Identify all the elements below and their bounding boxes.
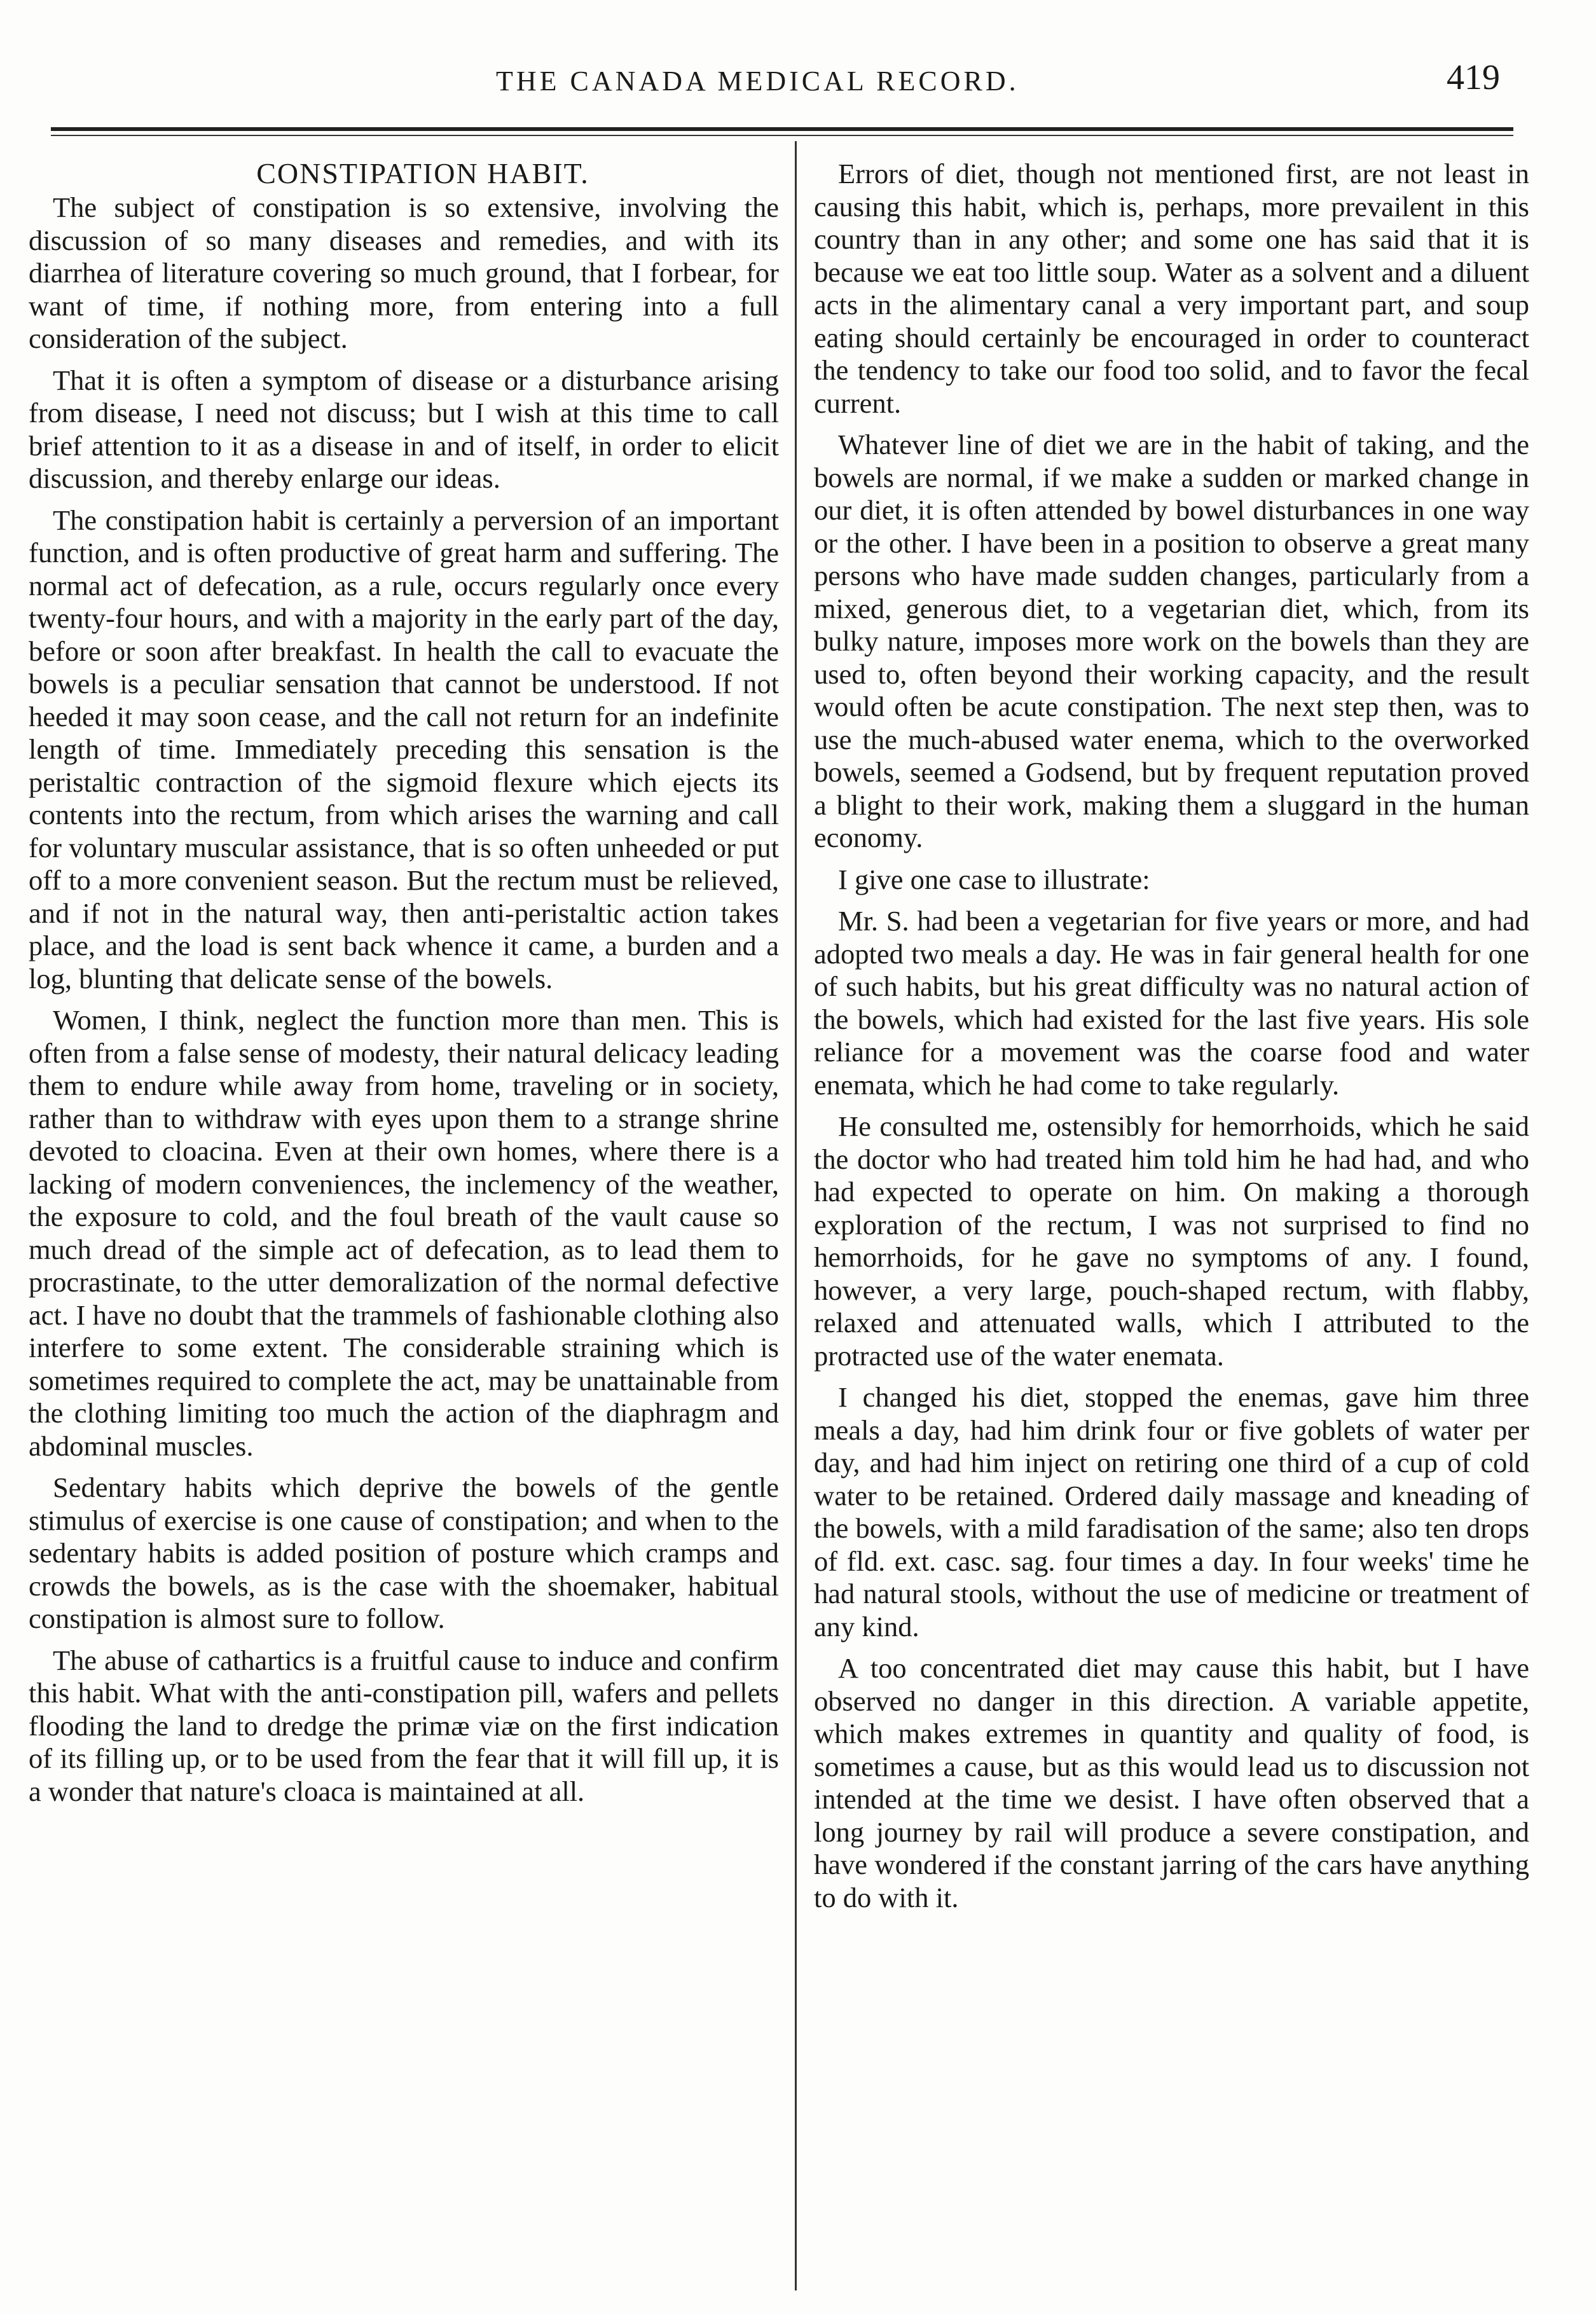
paragraph: A too concentrated diet may cause this habit, but I have observed no danger in this direction. A variable appetite, which makes extremes in quantity and quality of food, is sometimes a cause, but as this would lead us to discussion not intended at the time we desist. I have often observed that a long journey by rail will produce a severe constipation, and have wondered if the constant jarring of the cars have anything to do with it. (814, 1652, 1529, 1913)
paragraph: That it is often a symptom of disease or a disturbance arising from disease, I need not discuss; but I wish at this time to call brief attention to it as a disease in and of itself, in order to elicit discussion, and thereby enlarge our ideas. (29, 364, 779, 494)
paragraph: The constipation habit is certainly a perversion of an important function, and is often productive of great harm and suffering. The normal act of defecation, as a rule, occurs regularly once every twenty-four hours, and with a majority in the early part of the day, before or soon after breakfast. In health the call to evacuate the bowels is a peculiar sensation that cannot be understood. If not heeded it may soon cease, and the call not return for an indefinite length of time. Immediately preceding this sensation is the peristaltic contraction of the sigmoid flexure which ejects its contents into the rectum, from which arises the warning and call for voluntary muscular assistance, that is so often unheeded or put off to a more convenient season. But the rectum must be relieved, and if not in the natural way, then anti-peristaltic action takes place, and the load is sent back whence it came, a burden and a log, blunting that delicate sense of the bowels. (29, 504, 779, 995)
running-head (0, 57, 1596, 108)
right-column (814, 158, 1529, 1923)
paragraph: Sedentary habits which deprive the bowels of the gentle stimulus of exercise is one cause of constipation; and when to the sedentary habits is added position of posture which cramps and crowds the bowels, as is the case with the shoemaker, habitual constipation is almost sure to follow. (29, 1471, 779, 1634)
paragraph: He consulted me, ostensibly for hemorrhoids, which he said the doctor who had treated him told him he had had, and who had expected to operate on him. On making a thorough exploration of the rectum, I was not surprised to find no hemorrhoids, for he gave no symptoms of any. I found, however, a very large, pouch-shaped rectum, with flabby, relaxed and attenuated walls, which I attributed to the protracted use of the water enemata. (814, 1110, 1529, 1372)
paragraph: Women, I think, neglect the function more than men. This is often from a false sense of modesty, their natural delicacy leading them to endure while away from home, traveling or in society, rather than to withdraw with eyes upon them to a strange shrine devoted to cloacina. Even at their own homes, where there is a lacking of modern conveniences, the inclemency of the weather, the exposure to cold, and the foul breath of the vault cause so much dread of the simple act of defecation, as to lead them to procrastinate, to the utter demoralization of the normal defective act. I have no doubt that the trammels of fashionable clothing also interfere to some extent. The considerable straining which is sometimes required to complete the act, may be unattainable from the clothing limiting too much the action of the diaphragm and abdominal muscles. (29, 1004, 779, 1462)
paragraph: I give one case to illustrate: (838, 863, 1150, 895)
paragraph: I changed his diet, stopped the enemas, gave him three meals a day, had him drink four or five goblets of water per day, and had him inject on retiring one third of a cup of cold water to be retained. Ordered daily massage and kneading of the bowels, with a mild faradisation of the same; also ten drops of fld. ext. casc. sag. four times a day. In four weeks' time he had natural stools, without the use of medicine or treatment of any kind. (814, 1381, 1529, 1643)
page-number: 419 (1447, 58, 1500, 97)
left-column (29, 156, 779, 1817)
article-title: CONSTIPATION HABIT. (256, 157, 589, 189)
paragraph: Whatever line of diet we are in the habit of taking, and the bowels are normal, if we make a sudden or marked change in our diet, it is often attended by bowel disturbances in one way or the other. I have been in a position to observe a great many persons who have made sudden changes, particularly from a mixed, generous diet, to a vegetarian diet, which, from its bulky nature, imposes more work on the bowels than they are used to, often beyond their working capacity, and the result would often be acute constipation. The next step then, was to use the much-abused water enema, which to the overworked bowels, seemed a Godsend, but by frequent reputation proved a blight to their work, making them a sluggard in the human economy. (814, 429, 1529, 853)
paragraph: Mr. S. had been a vegetarian for five years or more, and had adopted two meals a day. He was in fair general health for one of such habits, but his great difficulty was no natural action of the bowels, which had existed for the last five years. His sole reliance for a movement was the coarse food and water enemata, which he had come to take regularly. (814, 905, 1529, 1101)
header-rule-thick (51, 127, 1513, 131)
header-rule-thin (51, 135, 1513, 136)
paragraph: Errors of diet, though not mentioned first, are not least in causing this habit, which is, perhaps, more prevailent in this country than in any other; and some one has said that it is because we eat too little soup. Water as a solvent and a diluent acts in the alimentary canal a very important part, and soup eating should certainly be encouraged in order to counteract the tendency to take our food too solid, and to favor the fecal current. (814, 158, 1529, 419)
journal-title: THE CANADA MEDICAL RECORD. (496, 65, 1019, 97)
paragraph: The subject of constipation is so extensive, involving the discussion of so many diseases and remedies, and with its diarrhea of literature covering so much ground, that I forbear, for want of time, if nothing more, from entering into a full consideration of the subject. (29, 191, 779, 354)
column-divider (795, 141, 797, 2290)
paragraph: The abuse of cathartics is a fruitful cause to induce and confirm this habit. What with the anti-constipation pill, wafers and pellets flooding the land to dredge the primæ viæ on the first indication of its filling up, or to be used from the fear that it will fill up, it is a wonder that nature's cloaca is maintained at all. (29, 1644, 779, 1807)
